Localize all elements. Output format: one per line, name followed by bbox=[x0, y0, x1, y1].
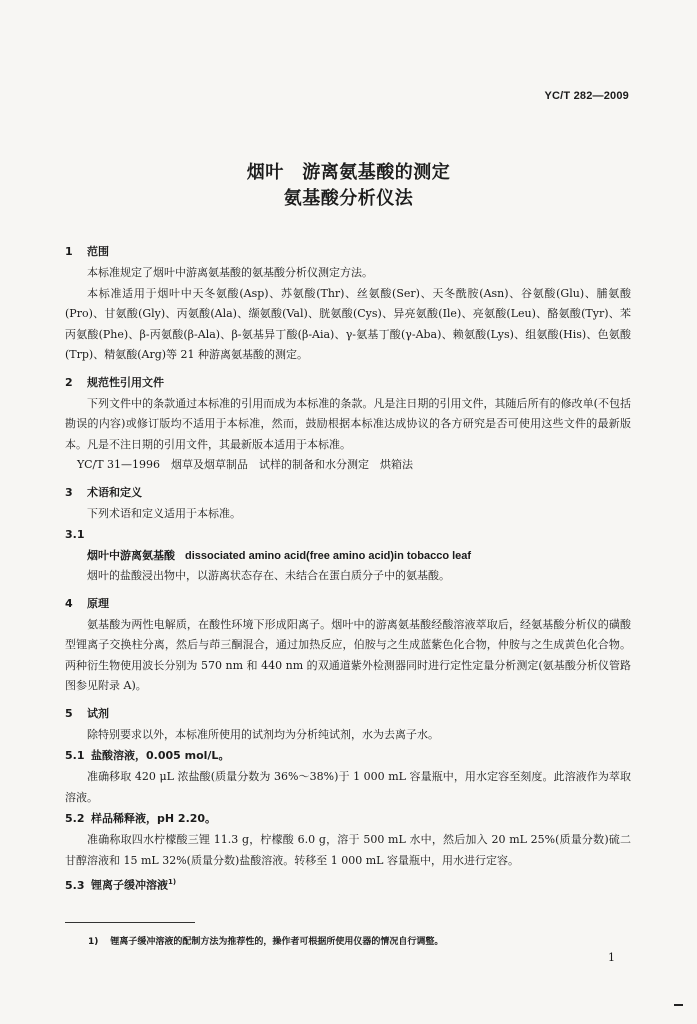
section-1-paragraph-2: 本标准适用于烟叶中天冬氨酸(Asp)、苏氨酸(Thr)、丝氨酸(Ser)、天冬酰胺(Asn)、谷氨酸(Glu)、脯氨酸(Pro)、甘氨酸(Gly)、丙氨酸(Ala)、缬氨酸(Val)、胱氨酸(Cys)、异亮氨酸(Ile)、亮氨酸(Leu)、酪氨酸(Tyr)、苯丙氨酸(Phe)、β-丙氨酸(β-Ala)、β-氨基异丁酸(β-Aia)、γ-氨基丁酸(γ-Aba)、赖氨酸(Lys)、组氨酸(His)、色氨酸(Trp)、精氨酸(Arg)等 21 种游离氨基酸的测定。 bbox=[65, 286, 631, 361]
section-3-paragraph-1: 下列术语和定义适用于本标准。 bbox=[87, 506, 241, 520]
section-title: 原理 bbox=[87, 596, 109, 610]
footnote-number: 1) bbox=[88, 937, 99, 947]
section-title: 试剂 bbox=[87, 706, 109, 720]
normative-reference: YC/T 31—1996 烟草及烟草制品 试样的制备和水分测定 烘箱法 bbox=[77, 458, 414, 471]
subsection-title: 样品稀释液，pH 2.20。 bbox=[91, 812, 217, 825]
document-body bbox=[65, 241, 631, 893]
footnote-divider bbox=[65, 922, 195, 923]
section-number: 3 bbox=[65, 485, 73, 499]
term-english: dissociated amino acid(free amino acid)in tobacco leaf bbox=[185, 550, 472, 562]
section-5-paragraph-1: 除特别要求以外，本标准所使用的试剂均为分析纯试剂，水为去离子水。 bbox=[87, 727, 439, 741]
footnote-text: 锂离子缓冲溶液的配制方法为推荐性的，操作者可根据所使用仪器的情况自行调整。 bbox=[110, 937, 444, 947]
scan-edge-mark bbox=[674, 1004, 683, 1006]
footnote-marker: 1) bbox=[168, 878, 177, 886]
subsection-number: 5.3 bbox=[65, 878, 85, 892]
subsection-5-3-heading bbox=[65, 871, 631, 893]
section-number: 5 bbox=[65, 706, 73, 720]
subsection-5-2-heading bbox=[65, 808, 631, 830]
section-2-heading bbox=[65, 372, 631, 394]
subsection-number: 3.1 bbox=[65, 528, 85, 541]
section-number: 2 bbox=[65, 375, 73, 389]
footnote bbox=[88, 934, 443, 947]
section-2-paragraph-1: 下列文件中的条款通过本标准的引用而成为本标准的条款。凡是注日期的引用文件，其随后所有的修改单(不包括勘误的内容)或修订版均不适用于本标准，然而，鼓励根据本标准达成协议的各方研究是否可使用这些文件的最新版本。凡是不注日期的引用文件，其最新版本适用于本标准。 bbox=[65, 396, 631, 451]
subsection-3-1-heading bbox=[65, 524, 631, 546]
section-title: 规范性引用文件 bbox=[87, 375, 164, 389]
subsection-number: 5.1 bbox=[65, 749, 85, 762]
standard-code: YC/T 282—2009 bbox=[544, 90, 629, 102]
term-chinese: 烟叶中游离氨基酸 bbox=[87, 549, 175, 562]
subsection-5-1-heading bbox=[65, 745, 631, 767]
subsection-5-1-paragraph: 准确移取 420 μL 浓盐酸(质量分数为 36%～38%)于 1 000 mL 容量瓶中，用水定容至刻度。此溶液作为萃取溶液。 bbox=[65, 770, 631, 804]
section-number: 4 bbox=[65, 596, 73, 610]
section-number: 1 bbox=[65, 245, 73, 258]
section-5-heading bbox=[65, 703, 631, 725]
subsection-title: 锂离子缓冲溶液 bbox=[91, 878, 168, 892]
section-title: 术语和定义 bbox=[87, 485, 142, 499]
term-entry bbox=[65, 546, 631, 566]
document-title-line2: 氨基酸分析仪法 bbox=[283, 188, 414, 209]
section-1-heading bbox=[65, 241, 631, 263]
subsection-5-2-paragraph: 准确称取四水柠檬酸三锂 11.3 g，柠檬酸 6.0 g，溶于 500 mL 水中，然后加入 20 mL 25%(质量分数)硫二甘醇溶液和 15 mL 32%(质量分数)盐酸溶液。转移至 1 000 mL 容量瓶中，用水进行定容。 bbox=[65, 833, 631, 867]
section-3-heading bbox=[65, 482, 631, 504]
document-title-line1: 烟叶 游离氨基酸的测定 bbox=[246, 162, 451, 183]
subsection-number: 5.2 bbox=[65, 812, 85, 825]
section-4-paragraph-1: 氨基酸为两性电解质，在酸性环境下形成阳离子。烟叶中的游离氨基酸经酸溶液萃取后，经氨基酸分析仪的磺酸型锂离子交换柱分离，然后与茚三酮混合，通过加热反应，伯胺与之生成蓝紫色化合物，仲胺与之生成黄色化合物。两种衍生物使用波长分别为 570 nm 和 440 nm 的双通道紫外检测器同时进行定性定量分析测定(氨基酸分析仪管路图参见附录 A)。 bbox=[65, 617, 631, 692]
subsection-title: 盐酸溶液，0.005 mol/L。 bbox=[91, 749, 230, 762]
section-4-heading bbox=[65, 593, 631, 615]
page-number: 1 bbox=[608, 951, 615, 964]
section-title: 范围 bbox=[87, 245, 109, 258]
section-1-paragraph-1: 本标准规定了烟叶中游离氨基酸的氨基酸分析仪测定方法。 bbox=[87, 266, 373, 279]
term-definition: 烟叶的盐酸浸出物中，以游离状态存在、未结合在蛋白质分子中的氨基酸。 bbox=[87, 569, 450, 582]
